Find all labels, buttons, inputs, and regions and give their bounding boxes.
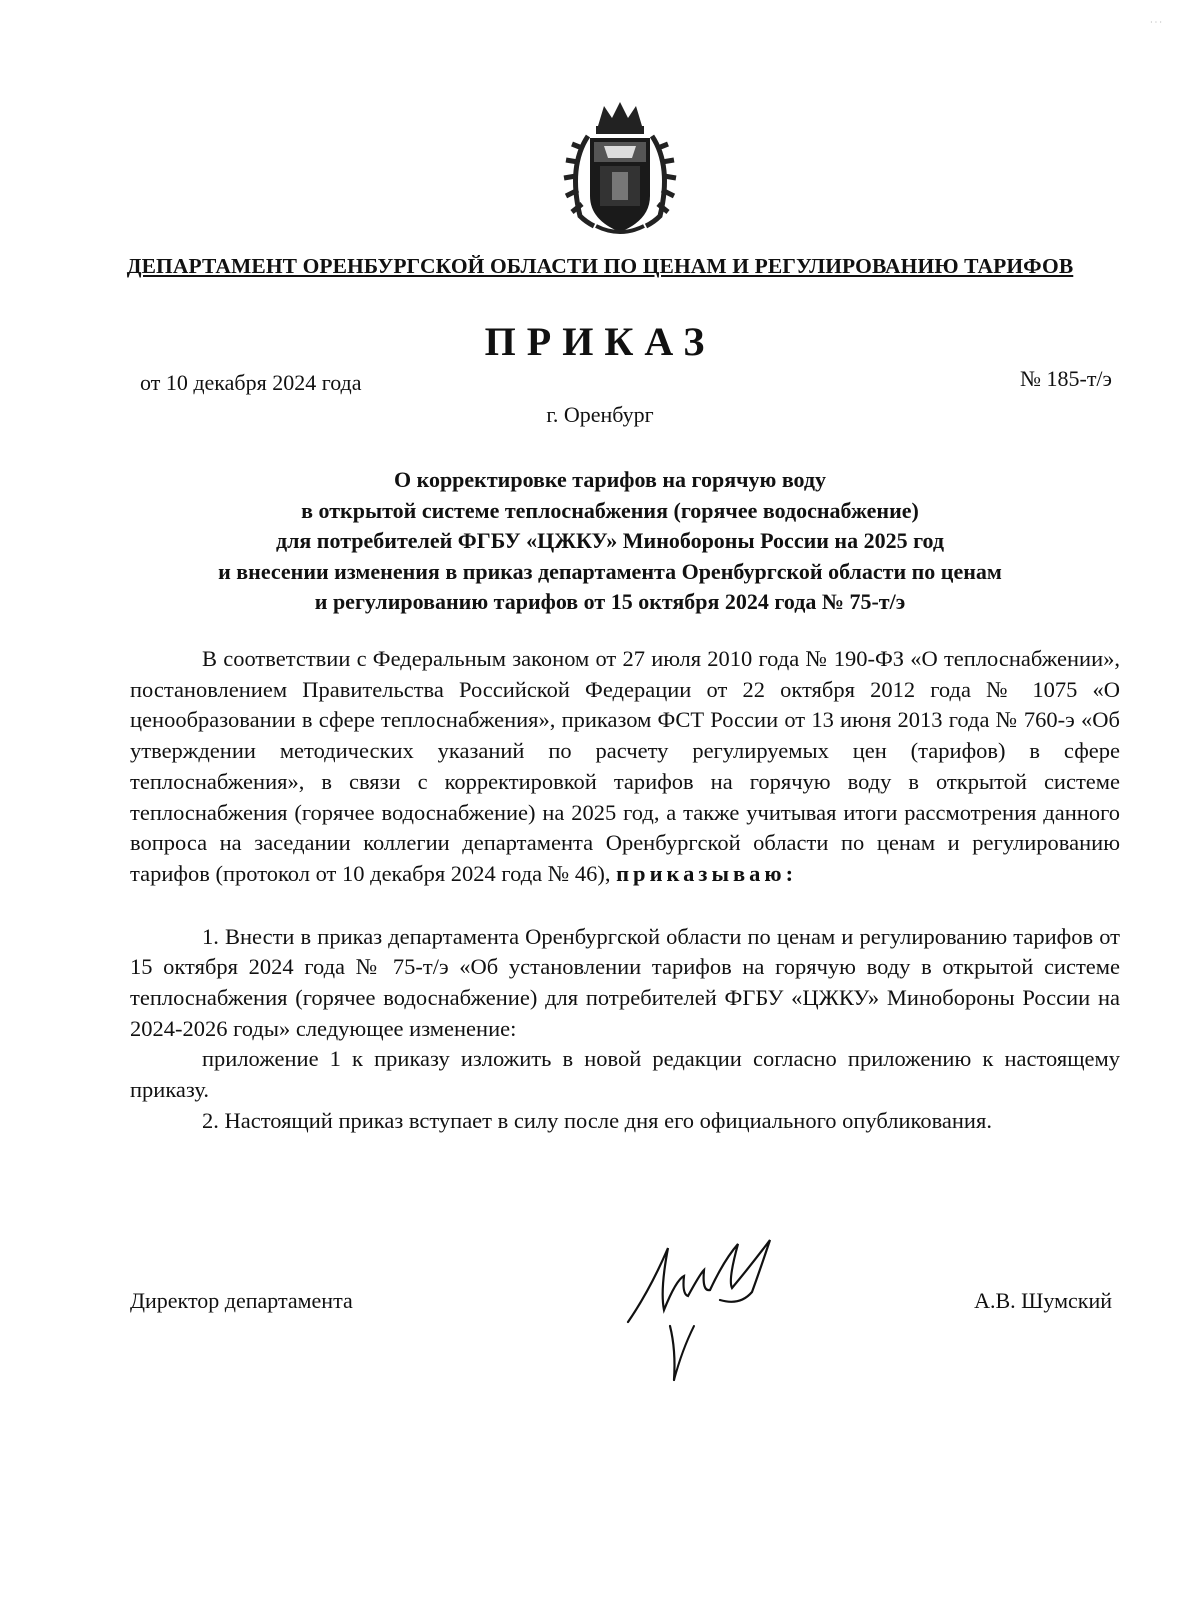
subject-line: и внесении изменения в приказ департамента Оренбургской области по ценам [218,558,1002,584]
subject-line: для потребителей ФГБУ «ЦЖКУ» Минобороны России на 2025 год [275,528,945,553]
order-body [130,644,1120,1137]
order-date: от 10 декабря 2024 года [140,370,362,395]
signatory-position: Директор департамента [130,1288,353,1313]
subject-line: О корректировке тарифов на горячую воду [393,467,827,492]
item-2-paragraph: 2. Настоящий приказ вступает в силу после дня его официального опубликования. [202,1107,992,1133]
preamble-text: В соответствии с Федеральным законом от 27 июля 2010 года № 190-ФЗ «О теплоснабжении», постановлением Правительства Российской Федерации от 22 октября 2012 года № 1075 «О ценообразовании в сфере теплоснабжения», приказом ФСТ России от 13 июня 2013 года № 760-э «Об утверждении методических указаний по расчету регулируемых цен (тарифов) в сфере теплоснабжения», в связи с корректировкой тарифов на горячую воду в открытой системе теплоснабжения (горячее водоснабжение) на 2025 год, а также учитывая итоги рассмотрения данного вопроса на заседании коллегии департамента Оренбургской области по ценам и регулированию тарифов (протокол от 10 декабря 2024 года № 46), [130,646,1120,886]
order-number: № 185-т/э [1020,366,1112,391]
signatory-name: А.В. Шумский [974,1288,1112,1313]
item-1-paragraph: 1. Внести в приказ департамента Оренбургской области по ценам и регулированию тарифов от 15 октября 2024 года № 75-т/э «Об установлении тарифов на горячую воду в открытой системе теплоснабжения (горячее водоснабжение) для потребителей ФГБУ «ЦЖКУ» Минобороны России на 2024-2026 годы» следующее изменение: [130,923,1120,1041]
coat-of-arms-emblem [560,96,680,238]
subject-line: и регулированию тарифов от 15 октября 2024 года № 75-т/э [314,589,906,614]
scan-artifact: · · · [1150,18,1162,27]
order-word: приказываю: [616,860,798,886]
order-subject [120,465,1100,618]
handwritten-signature [620,1230,820,1390]
preamble-paragraph [130,644,1120,890]
subject-line: в открытой системе теплоснабжения (горячее водоснабжение) [301,497,919,523]
order-city: г. Оренбург [546,402,654,427]
department-header: ДЕПАРТАМЕНТ ОРЕНБУРГСКОЙ ОБЛАСТИ ПО ЦЕНАМ И РЕГУЛИРОВАНИЮ ТАРИФОВ [126,254,1074,278]
document-type-title: ПРИКАЗ [484,319,716,364]
item-1-detail-paragraph: приложение 1 к приказу изложить в новой редакции согласно приложению к настоящему приказу. [130,1046,1120,1103]
